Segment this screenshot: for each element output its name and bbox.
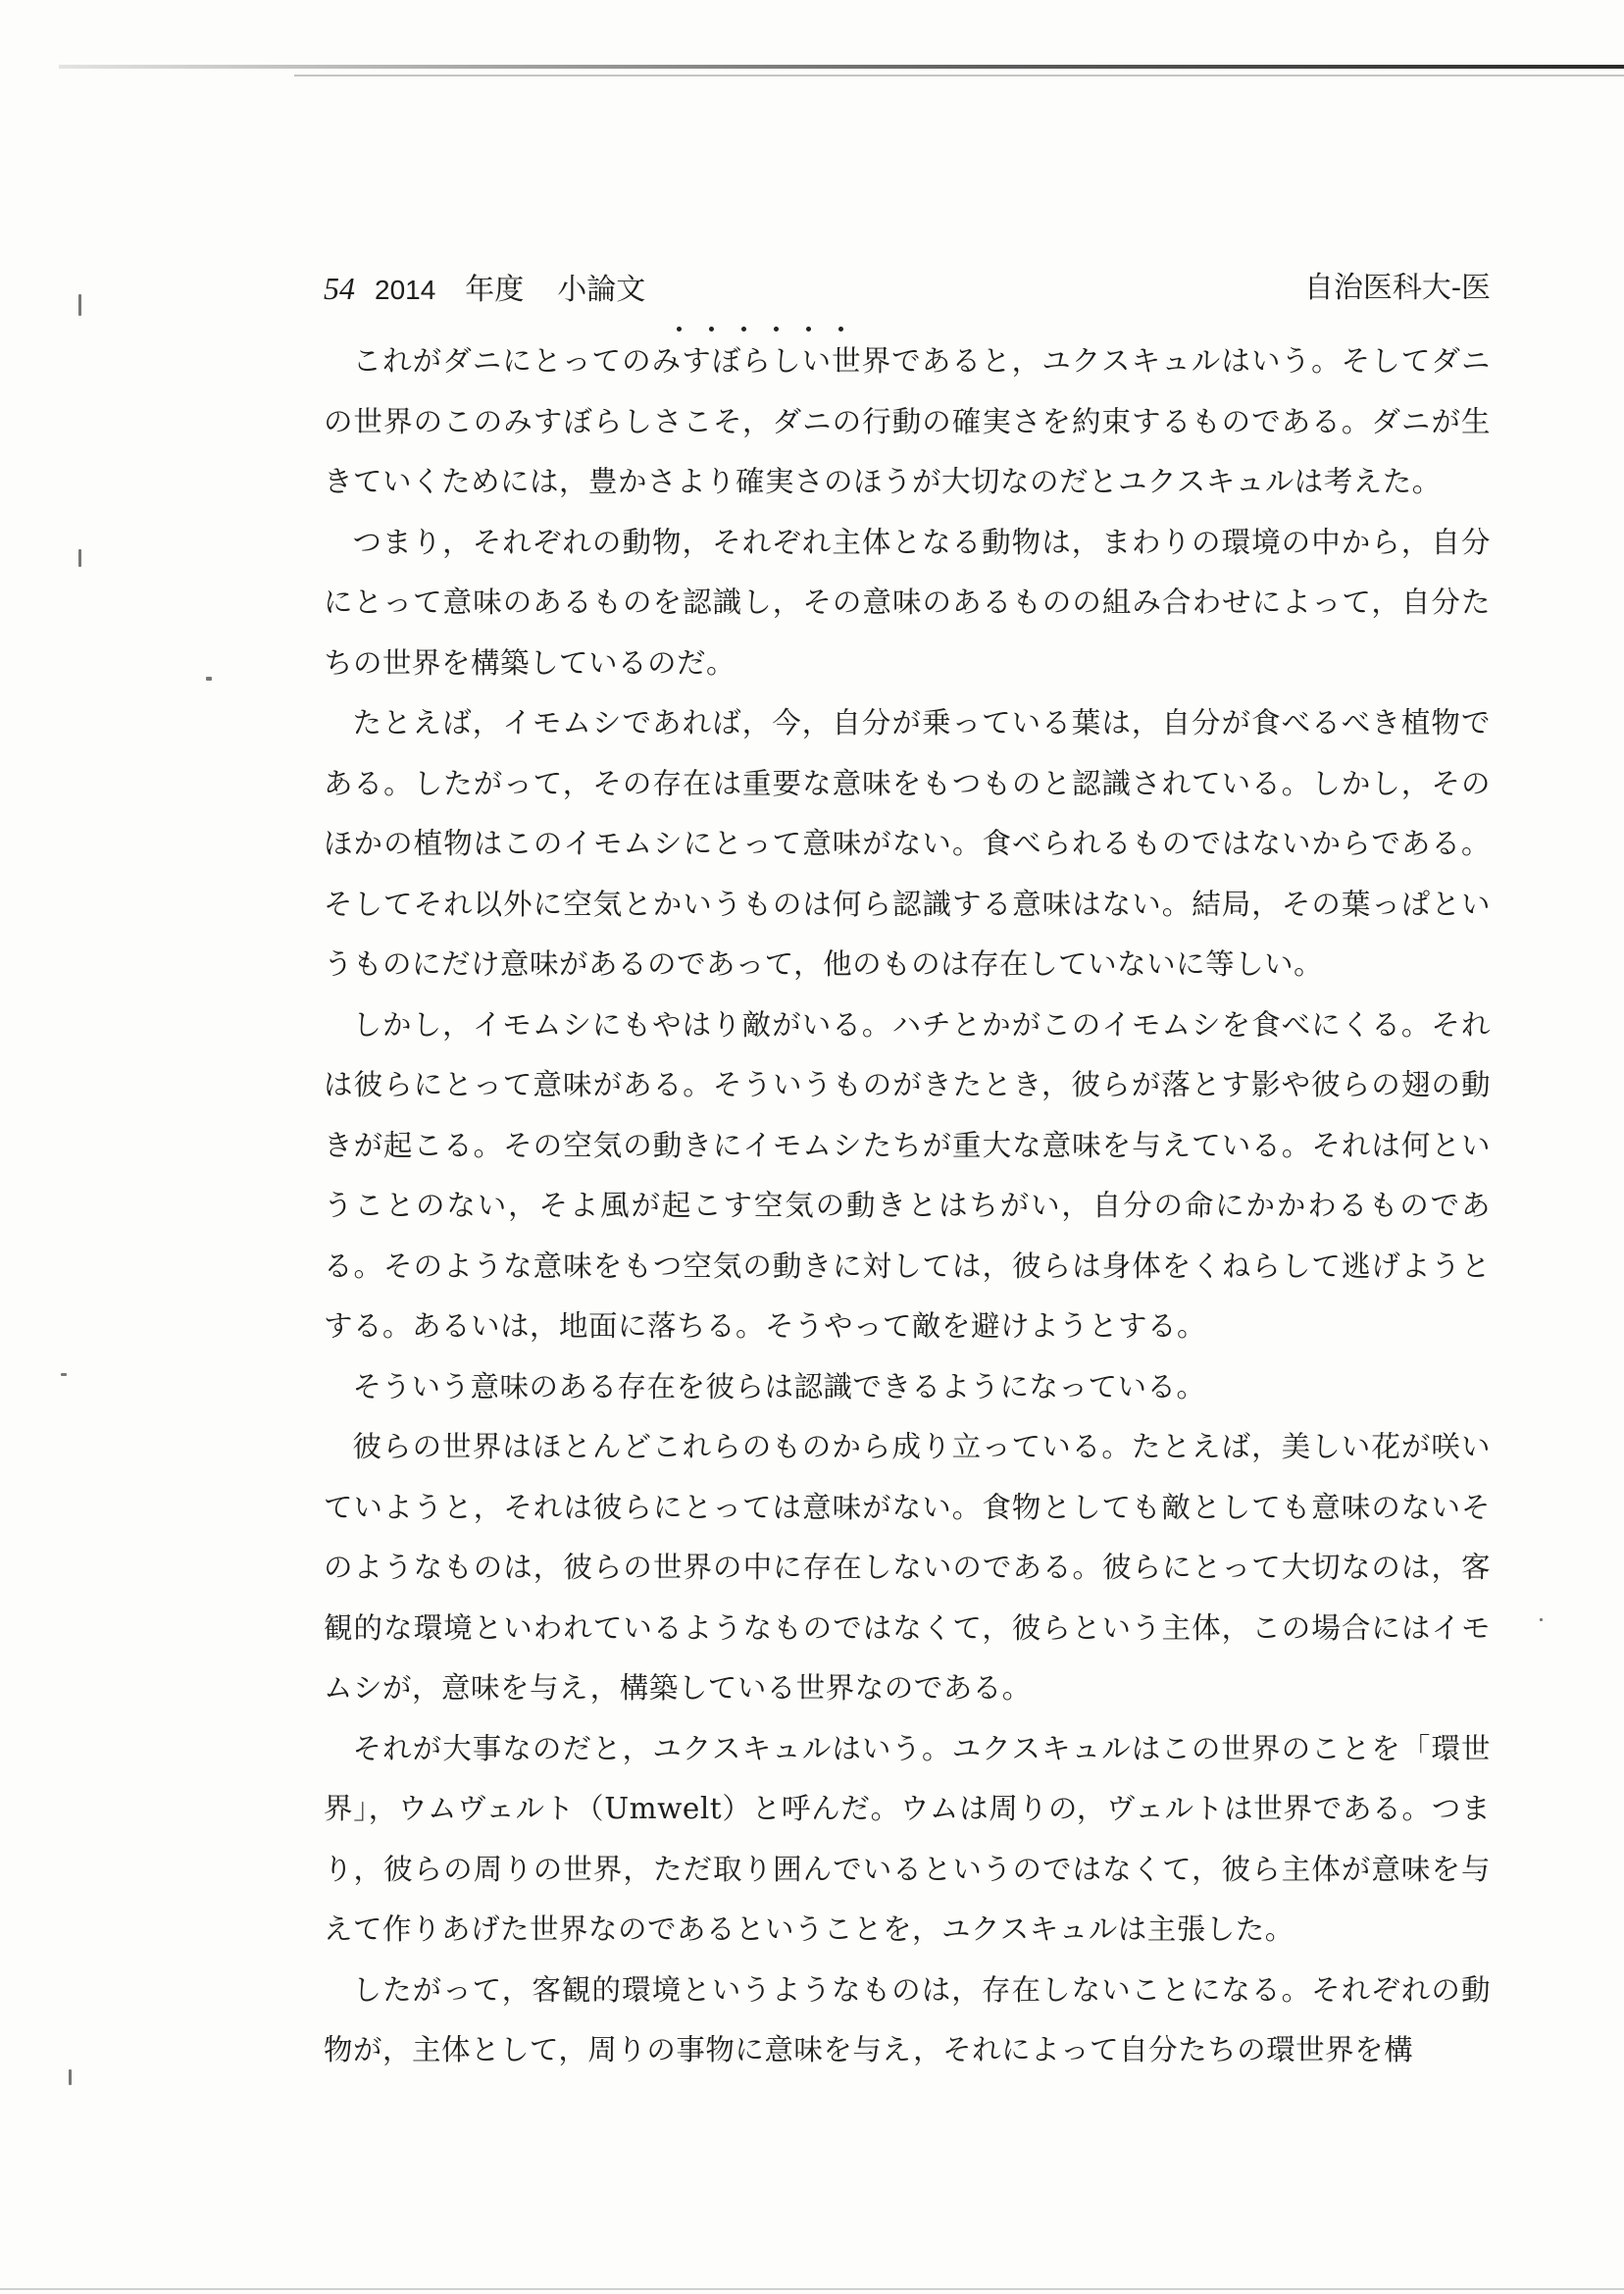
- header-year-label: 年度: [465, 273, 525, 307]
- scan-speck: [206, 677, 212, 681]
- paragraph: 彼らの世界はほとんどこれらのものから成り立っている。たとえば，美しい花が咲いていようと，それは彼らにとっては意味がない。食物としても敵としても意味のないそのようなものは，彼らの世界の中に存在しないのである。彼らにとって大切なのは，客観的な環境といわれているようなものではなくて，彼らという主体，この場合にはイモムシが，意味を与え，構築している世界なのである。: [324, 1430, 1491, 1705]
- essay-body: [324, 331, 1491, 2081]
- header-left: [324, 263, 645, 316]
- scan-speck: [69, 2069, 72, 2085]
- scan-speck: [78, 294, 81, 316]
- scan-speck: [1540, 1618, 1543, 1621]
- page-number: 54: [324, 271, 355, 306]
- paragraph: したがって，客観的環境というようなものは，存在しないことになる。それぞれの動物が，主体として，周りの事物に意味を与え，それによって自分たちの環世界を構: [324, 1972, 1491, 2066]
- header-school: 自治医科大-医: [1303, 271, 1491, 305]
- scan-edge-line: [294, 75, 1624, 76]
- paragraph: これがダニにとってのみすぼらしい世界であると，ユクスキュルはいう。そしてダニの世界のこのみすぼらしさこそ，ダニの行動の確実さを約束するものである。ダニが生きていくためには，豊かさより確実さのほうが大切なのだとユクスキュルは考えた。: [324, 344, 1491, 498]
- paragraph: たとえば，イモムシであれば，今，自分が乗っている葉は，自分が食べるべき植物である。したがって，その存在は重要な意味をもつものと認識されている。しかし，そのほかの植物はこのイモムシにとって意味がない。食べられるものではないからである。そしてそれ以外に空気とかいうものは何ら認識する意味はない。結局，その葉っぱというものにだけ意味があるのであって，他のものは存在していないに等しい。: [324, 706, 1491, 981]
- paragraph: つまり，それぞれの動物，それぞれ主体となる動物は，まわりの環境の中から，自分にとって意味のあるものを認識し，その意味のあるものの組み合わせによって，自分たちの世界を構築しているのだ。: [324, 525, 1491, 680]
- scan-edge-line: [0, 2288, 1624, 2290]
- paragraph: しかし，イモムシにもやはり敵がいる。ハチとかがこのイモムシを食べにくる。それは彼らにとって意味がある。そういうものがきたとき，彼らが落とす影や彼らの翅の動きが起こる。その空気の動きにイモムシたちが重大な意味を与えている。それは何ということのない，そよ風が起こす空気の動きとはちがい，自分の命にかかわるものである。そのような意味をもつ空気の動きに対しては，彼らは身体をくねらして逃げようとする。あるいは，地面に落ちる。そうやって敵を避けようとする。: [324, 1007, 1491, 1343]
- page-header: [324, 263, 1491, 314]
- header-subject: 小論文: [557, 273, 646, 307]
- paragraph: そういう意味のある存在を彼らは認識できるようになっている。: [352, 1369, 1206, 1403]
- scan-edge-line: [59, 65, 1624, 69]
- paragraph: それが大事なのだと，ユクスキュルはいう。ユクスキュルはこの世界のことを「環世界」，ウムヴェルト（Umwelt）と呼んだ。ウムは周りの，ヴェルトは世界である。つまり，彼らの周りの世界，ただ取り囲んでいるというのではなくて，彼ら主体が意味を与えて作りあげた世界なのであるということを，ユクスキュルは主張した。: [324, 1731, 1491, 1946]
- header-year: 2014: [375, 275, 436, 305]
- scan-speck: [61, 1373, 67, 1376]
- scan-speck: [78, 549, 81, 567]
